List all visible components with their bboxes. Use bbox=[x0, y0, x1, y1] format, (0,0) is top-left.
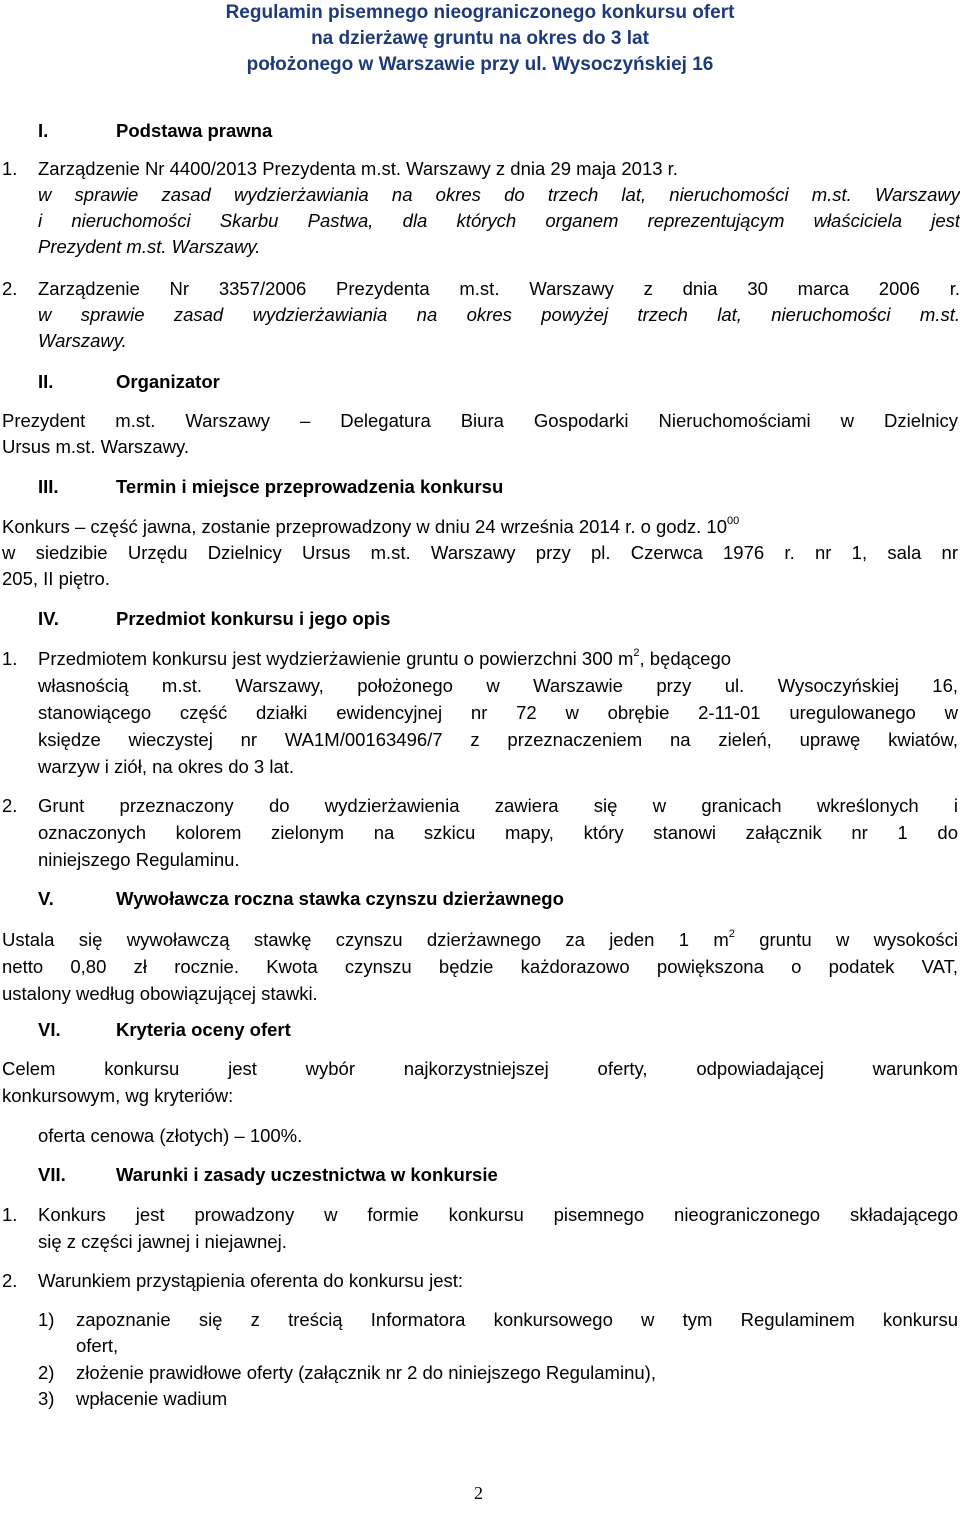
section-5-heading: Wywoławcza roczna stawka czynszu dzierżawnego bbox=[116, 888, 564, 909]
section-7-sub-1-line-2: ofert, bbox=[76, 1335, 119, 1356]
section-5-text-line-2: netto 0,80 zł rocznie. Kwota czynszu będzie każdorazowo powiększona o podatek VAT, bbox=[2, 956, 958, 977]
section-6-number: VI. bbox=[38, 1019, 61, 1040]
section-3-text-line-1 bbox=[2, 516, 739, 538]
section-3-text-line-2: w siedzibie Urzędu Dzielnicy Ursus m.st. Warszawy przy pl. Czerwca 1976 r. nr 1, sala nr bbox=[2, 542, 958, 563]
section-4-item-2-line-2: oznaczonych kolorem zielonym na szkicu mapy, który stanowi załącznik nr 1 do bbox=[38, 822, 958, 843]
document-title-line-2: na dzierżawę gruntu na okres do 3 lat bbox=[311, 28, 649, 49]
section-7-heading: Warunki i zasady uczestnictwa w konkursie bbox=[116, 1164, 498, 1185]
section-3-number: III. bbox=[38, 476, 59, 497]
section-3-time-minutes: 00 bbox=[727, 514, 740, 527]
section-4-item-1-line-1-body: Przedmiotem konkursu jest wydzierżawienie gruntu o powierzchni 300 m bbox=[38, 648, 634, 669]
section-1-item-1-number: 1. bbox=[2, 158, 18, 179]
section-5-text-line-1-tail: gruntu w wysokości bbox=[734, 929, 958, 950]
section-7-sub-2-number: 2) bbox=[38, 1362, 55, 1383]
document-title-line-1: Regulamin pisemnego nieograniczonego konkursu ofert bbox=[225, 2, 735, 23]
section-7-sub-3-number: 3) bbox=[38, 1388, 55, 1409]
section-4-number: IV. bbox=[38, 608, 59, 629]
section-5-text-line-1-body: Ustala się wywoławczą stawkę czynszu dzierżawnego za jeden 1 m bbox=[2, 929, 729, 950]
section-4-item-1-line-4: księdze wieczystej nr WA1M/00163496/7 z przeznaczeniem na zieleń, uprawę kwiatów, bbox=[38, 729, 958, 750]
section-4-item-1-line-3: stanowiącego część działki ewidencyjnej nr 72 w obrębie 2-11-01 uregulowanego w bbox=[38, 702, 958, 723]
section-1-item-1-line-3: i nieruchomości Skarbu Pastwa, dla których organem reprezentującym właściciela jest bbox=[38, 210, 960, 231]
section-6-text-line-2: konkursowym, wg kryteriów: bbox=[2, 1085, 234, 1106]
document-title-line-3: położonego w Warszawie przy ul. Wysoczyńskiej 16 bbox=[246, 54, 714, 75]
section-4-item-2-line-3: niniejszego Regulaminu. bbox=[38, 849, 240, 870]
square-metre-superscript: 2 bbox=[728, 927, 735, 940]
section-7-sub-1-line-1: zapoznanie się z treścią Informatora konkursowego w tym Regulaminem konkursu bbox=[76, 1309, 958, 1330]
section-1-item-2-line-2: w sprawie zasad wydzierżawiania na okres powyżej trzech lat, nieruchomości m.st. bbox=[38, 304, 960, 325]
page-number: 2 bbox=[474, 1483, 483, 1503]
section-3-heading: Termin i miejsce przeprowadzenia konkursu bbox=[116, 476, 504, 497]
section-5-text-line-3: ustalony według obowiązującej stawki. bbox=[2, 983, 318, 1004]
section-4-item-1-line-1 bbox=[38, 648, 731, 670]
section-7-sub-2-line-1: złożenie prawidłowe oferty (załącznik nr 2 do niniejszego Regulaminu), bbox=[76, 1362, 656, 1383]
section-4-item-1-number: 1. bbox=[2, 648, 18, 669]
section-1-item-1-line-1: Zarządzenie Nr 4400/2013 Prezydenta m.st. Warszawy z dnia 29 maja 2013 r. bbox=[38, 158, 678, 179]
section-1-item-1-line-4: Prezydent m.st. Warszawy. bbox=[38, 236, 261, 257]
section-7-sub-3-line-1: wpłacenie wadium bbox=[76, 1388, 228, 1409]
section-4-item-1-line-2: własnością m.st. Warszawy, położonego w Warszawie przy ul. Wysoczyńskiej 16, bbox=[38, 675, 958, 696]
section-7-item-1-line-2: się z części jawnej i niejawnej. bbox=[38, 1231, 287, 1252]
section-7-number: VII. bbox=[38, 1164, 66, 1185]
section-2-number: II. bbox=[38, 371, 54, 392]
square-metre-superscript: 2 bbox=[633, 646, 640, 659]
section-2-heading: Organizator bbox=[116, 371, 220, 392]
section-7-item-2-line-1: Warunkiem przystąpienia oferenta do konkursu jest: bbox=[38, 1270, 464, 1291]
section-7-sub-1-number: 1) bbox=[38, 1309, 55, 1330]
section-4-item-1-line-1-tail: , będącego bbox=[639, 648, 732, 669]
section-7-item-2-number: 2. bbox=[2, 1270, 18, 1291]
section-2-text-line-1: Prezydent m.st. Warszawy – Delegatura Biura Gospodarki Nieruchomościami w Dzielnicy bbox=[2, 410, 958, 431]
section-5-text-line-1 bbox=[2, 929, 958, 951]
section-3-text-line-1-body: Konkurs – część jawna, zostanie przeprowadzony w dniu 24 września 2014 r. o godz. 10 bbox=[2, 516, 727, 537]
section-2-text-line-2: Ursus m.st. Warszawy. bbox=[2, 436, 190, 457]
section-7-item-1-number: 1. bbox=[2, 1204, 18, 1225]
section-6-heading: Kryteria oceny ofert bbox=[116, 1019, 291, 1040]
section-5-number: V. bbox=[38, 888, 54, 909]
section-1-item-2-number: 2. bbox=[2, 278, 18, 299]
section-1-number: I. bbox=[38, 120, 49, 141]
section-4-heading: Przedmiot konkursu i jego opis bbox=[116, 608, 391, 629]
section-4-item-1-line-5: warzyw i ziół, na okres do 3 lat. bbox=[38, 756, 295, 777]
section-4-item-2-line-1: Grunt przeznaczony do wydzierżawienia zawiera się w granicach wkreślonych i bbox=[38, 795, 958, 816]
section-4-item-2-number: 2. bbox=[2, 795, 18, 816]
section-6-text-line-1: Celem konkursu jest wybór najkorzystniejszej oferty, odpowiadającej warunkom bbox=[2, 1058, 958, 1079]
section-1-item-2-line-1: Zarządzenie Nr 3357/2006 Prezydenta m.st. Warszawy z dnia 30 marca 2006 r. bbox=[38, 278, 960, 299]
section-1-item-1-line-2: w sprawie zasad wydzierżawiania na okres do trzech lat, nieruchomości m.st. Warszawy bbox=[38, 184, 960, 205]
section-1-item-2-line-3: Warszawy. bbox=[38, 330, 127, 351]
section-7-item-1-line-1: Konkurs jest prowadzony w formie konkursu pisemnego nieograniczonego składającego bbox=[38, 1204, 958, 1225]
section-3-text-line-3: 205, II piętro. bbox=[2, 568, 110, 589]
section-6-criterion: oferta cenowa (złotych) – 100%. bbox=[38, 1125, 303, 1146]
section-1-heading: Podstawa prawna bbox=[116, 120, 273, 141]
